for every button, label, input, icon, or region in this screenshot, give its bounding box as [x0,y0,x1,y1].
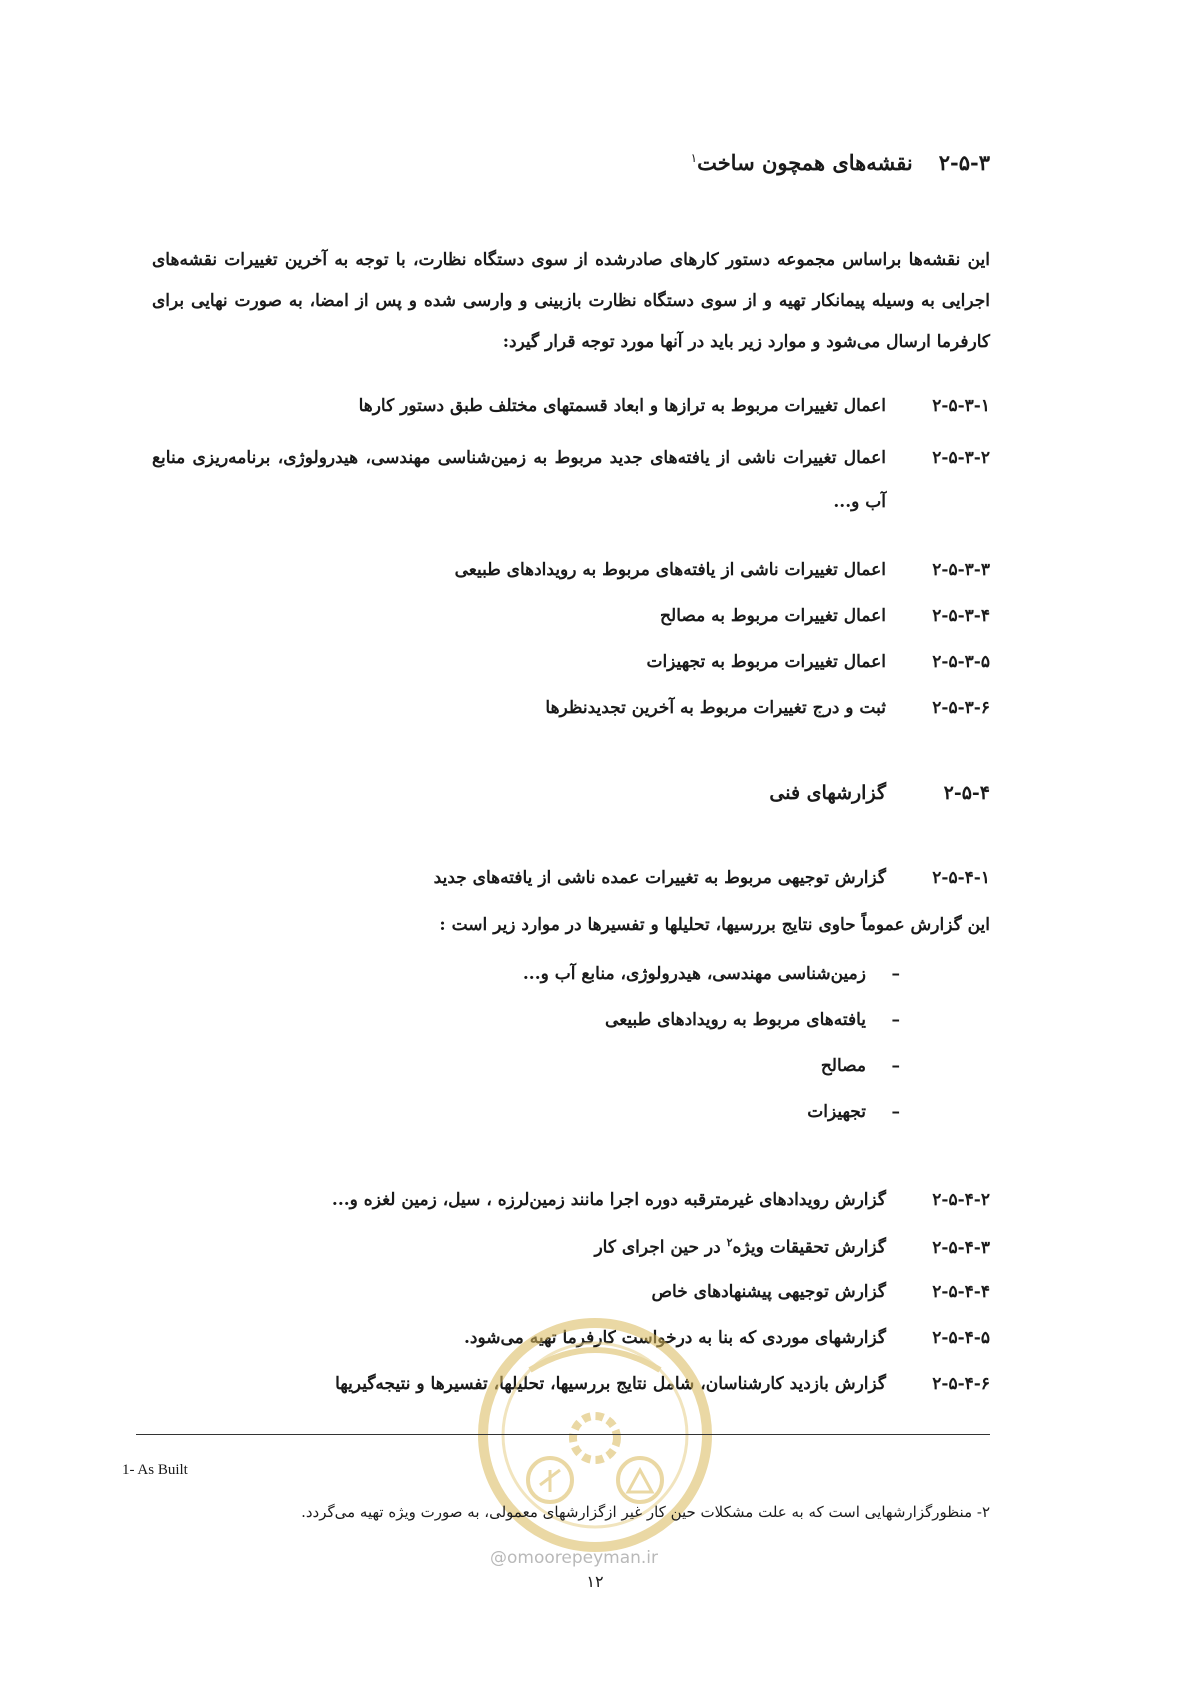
bullet-item [605,1010,900,1030]
bullet-text: یافته‌های مربوط به رویدادهای طبیعی [605,1010,866,1030]
list-item [359,396,990,416]
item-text-main: گزارش تحقیقات ویژه [732,1237,886,1258]
bullet-text: تجهیزات [807,1102,866,1122]
item-text: اعمال تغییرات مربوط به تجهیزات [646,652,886,672]
list-item [332,1190,990,1210]
item-code: ۲-۵-۳-۳ [932,560,990,580]
item-text: گزارشهای موردی که بنا به درخواست کارفرما تهیه می‌شود. [464,1328,886,1348]
section-heading-text: گزارشهای فنی [769,782,886,804]
bullet-item [821,1056,900,1076]
item-code: ۲-۵-۳-۱ [932,396,990,416]
item-text [594,1236,886,1258]
item-code: ۲-۵-۴-۲ [932,1190,990,1210]
watermark-logo [470,1310,720,1560]
list-item [660,606,990,626]
bullet-dash: – [891,1102,900,1122]
subsection-number: ۲-۵-۴-۱ [932,868,990,888]
bullet-text: مصالح [820,1056,866,1076]
bullet-text: زمین‌شناسی مهندسی، هیدرولوژی، منابع آب و... [522,964,866,984]
item-code: ۲-۵-۴-۴ [932,1282,990,1302]
item-text: اعمال تغییرات ناشی از یافته‌های مربوط به رویدادهای طبیعی [454,560,886,580]
footnote-1: 1- As Built [122,1462,188,1478]
subsection-heading-text: گزارش توجیهی مربوط به تغییرات عمده ناشی از یافته‌های جدید [433,868,886,888]
item-code: ۲-۵-۳-۶ [932,698,990,718]
item-text: اعمال تغییرات مربوط به ترازها و ابعاد قسمتهای مختلف طبق دستور کارها [358,396,886,416]
item-text-after: در حین اجرای کار [594,1237,727,1258]
bullet-dash: – [891,1010,900,1030]
list-item [455,560,990,580]
bullet-dash: – [891,964,900,984]
item-code: ۲-۵-۴-۵ [932,1328,990,1348]
item-text: گزارش رویدادهای غیرمترقبه دوره اجرا مانند زمین‌لرزه ، سیل، زمین لغزه و... [331,1190,886,1210]
list-item [646,652,990,672]
item-code: ۲-۵-۳-۴ [932,606,990,626]
section-title-text: نقشه‌های همچون ساخت [697,150,913,175]
item-code: ۲-۵-۴-۳ [932,1237,990,1258]
page-number: ۱۲ [586,1572,604,1591]
subsection-heading [434,868,990,888]
item-text: گزارش بازدید کارشناسان، شامل نتایج بررسیها، تحلیلها، تفسیرها و نتیجه‌گیریها [335,1374,886,1394]
footnote-mark: ۲ [726,1236,733,1249]
bullet-item [807,1102,900,1122]
bullet-item [523,964,900,984]
item-code: ۲-۵-۳-۵ [932,652,990,672]
item-text: ثبت و درج تغییرات مربوط به آخرین تجدیدنظرها [545,698,886,718]
footnote-2: ۲- منظورگزارشهایی است که به علت مشکلات حین کار غیر ازگزارشهای معمولی، به صورت ویژه تهیه می‌گردد. [301,1503,990,1521]
section-number: ۲-۵-۳ [938,150,990,175]
list-item [594,1236,990,1258]
footnote-divider [136,1434,990,1435]
bullet-dash: – [891,1056,900,1076]
section-title [691,150,990,175]
watermark-text: @omoorepeyman.ir [490,1548,659,1568]
item-text: اعمال تغییرات ناشی از یافته‌های جدید مربوط به زمین‌شناسی مهندسی، هیدرولوژی، برنامه‌ریزی منابع آب و... [152,448,886,512]
subsection-intro: این گزارش عموماً حاوی نتایج بررسیها، تحلیلها و تفسیرها در موارد زیر است : [439,915,990,935]
item-code: ۲-۵-۳-۲ [932,448,990,468]
list-item [545,698,990,718]
intro-paragraph: این نقشه‌ها براساس مجموعه دستور کارهای صادرشده از سوی دستگاه نظارت، با توجه به آخرین تغییرات نقشه‌های اجرایی به وسیله پیمانکار تهیه و از سوی دستگاه نظارت بازبینی و وارسی شده و پس از امضا، به صورت نهایی برای کارفرما ارسال می‌شود و موارد زیر باید در آنها مورد توجه قرار گیرد: [152,250,990,352]
list-item [152,436,990,524]
section-number: ۲-۵-۴ [943,782,990,804]
footnote-mark: ۱ [690,151,698,165]
section-heading [769,782,990,804]
item-text: اعمال تغییرات مربوط به مصالح [660,606,886,626]
item-text: گزارش توجیهی پیشنهادهای خاص [651,1282,886,1302]
item-code: ۲-۵-۴-۶ [932,1374,990,1394]
list-item [651,1282,990,1302]
